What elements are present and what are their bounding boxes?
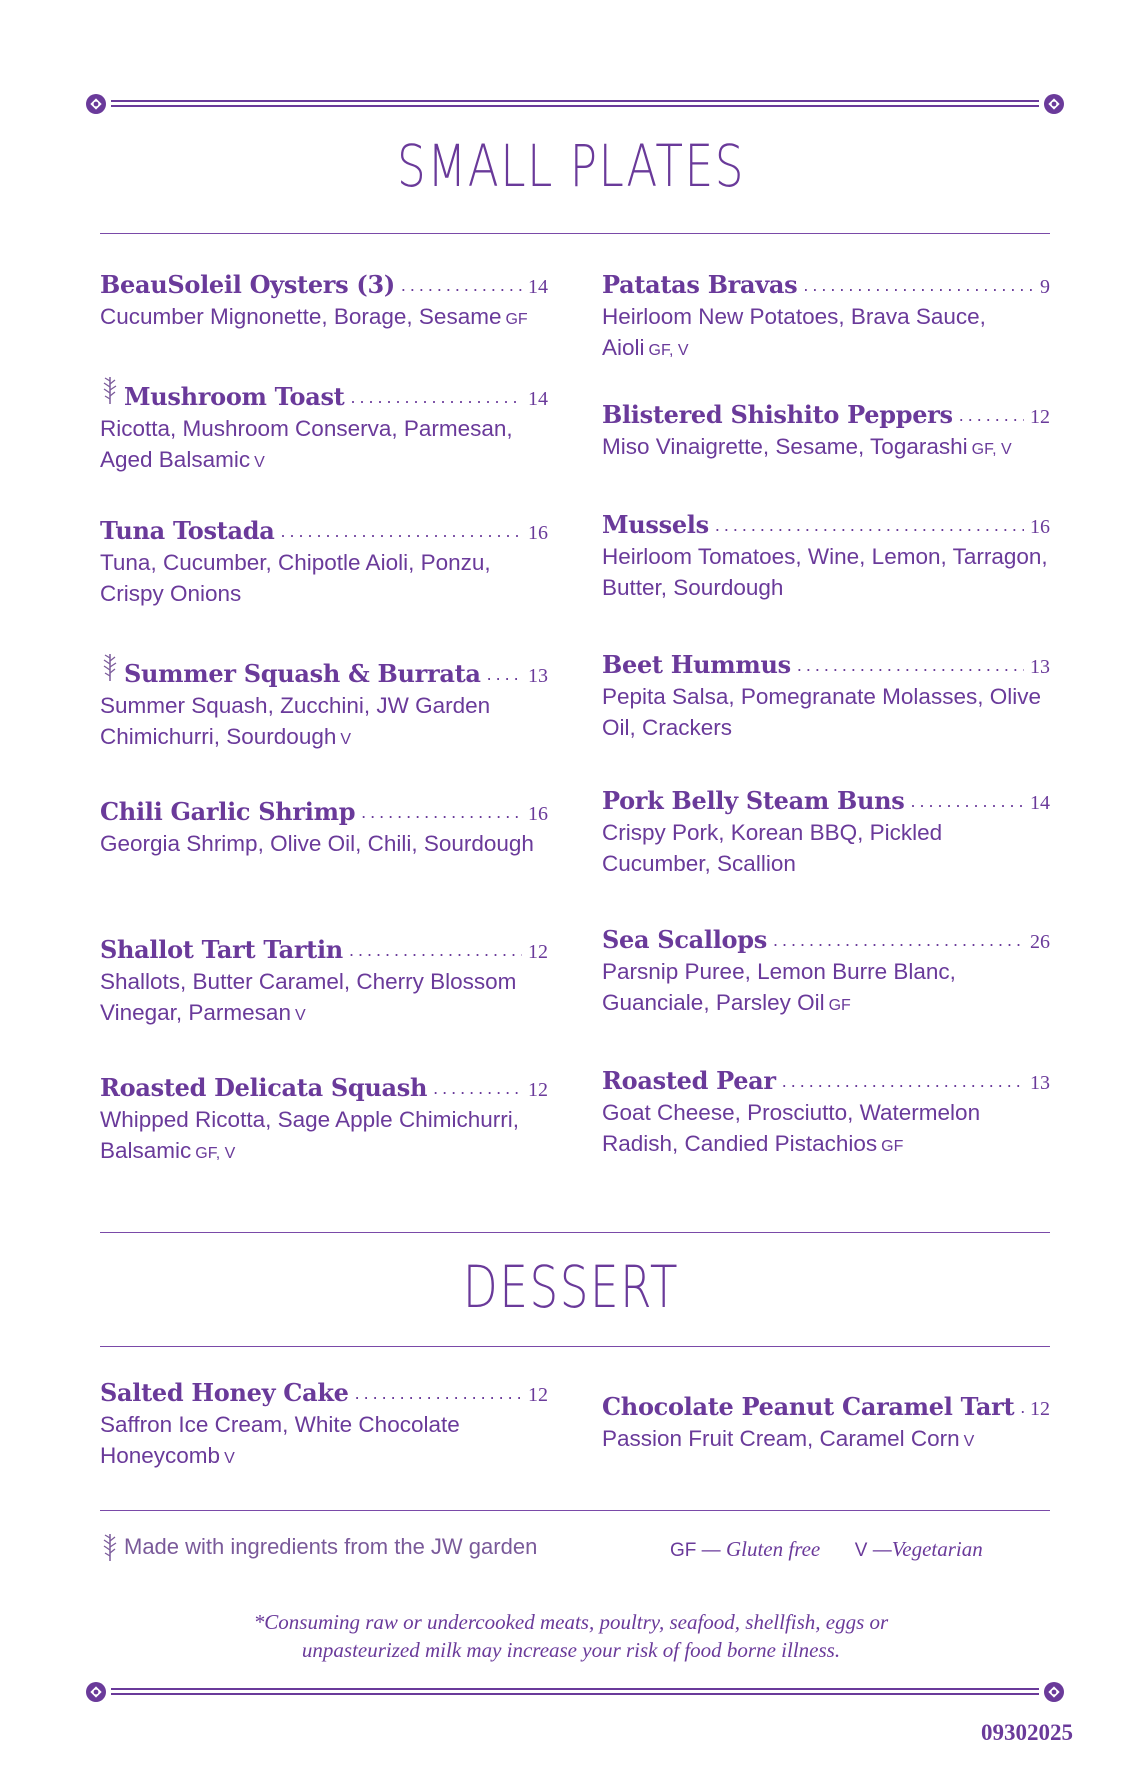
menu-item <box>602 925 1050 1021</box>
item-name: Shallot Tart Tartin <box>100 935 343 964</box>
leader-dots <box>1020 1397 1024 1418</box>
item-description: Tuna, Cucumber, Chipotle Aioli, Ponzu, Crispy Onions <box>100 550 491 606</box>
ornament-icon <box>85 1681 107 1703</box>
item-price: 12 <box>1030 406 1050 428</box>
item-description: Crispy Pork, Korean BBQ, Pickled Cucumber, Scallion <box>602 820 943 876</box>
item-description: Shallots, Butter Caramel, Cherry Blossom Vinegar, Parmesan <box>100 969 517 1025</box>
divider <box>100 233 1050 234</box>
health-warning <box>0 1608 1142 1664</box>
item-price: 12 <box>528 1079 548 1101</box>
menu-item <box>100 797 548 859</box>
item-name: BeauSoleil Oysters (3) <box>100 270 395 299</box>
item-price: 12 <box>528 941 548 963</box>
item-price: 14 <box>528 388 548 410</box>
item-price: 13 <box>1030 656 1050 678</box>
ornament-icon <box>1043 1681 1065 1703</box>
gf-key: GF — <box>670 1540 721 1561</box>
item-name: Patatas Bravas <box>602 270 798 299</box>
diet-tag: V <box>340 731 352 748</box>
menu-item <box>602 270 1050 366</box>
ornament-icon <box>1043 93 1065 115</box>
item-name: Beet Hummus <box>602 650 791 679</box>
diet-tag: V <box>254 454 265 471</box>
menu-item <box>602 650 1050 743</box>
leader-dots <box>773 930 1024 951</box>
menu-item <box>100 935 548 1031</box>
item-description: Goat Cheese, Prosciutto, Watermelon Radish, Candied Pistachios <box>602 1100 981 1156</box>
divider <box>100 1232 1050 1233</box>
item-description: Ricotta, Mushroom Conserva, Parmesan, Aged Balsamic <box>100 416 513 472</box>
diet-tag: GF <box>828 997 851 1014</box>
item-price: 13 <box>528 665 548 687</box>
diet-tag: V <box>294 1007 306 1024</box>
leader-dots <box>355 1383 522 1404</box>
leader-dots <box>361 802 522 823</box>
item-name: Summer Squash & Burrata <box>124 659 481 688</box>
leader-dots <box>803 275 1034 296</box>
item-name: Roasted Delicata Squash <box>100 1073 428 1102</box>
menu-code: 09302025 <box>981 1720 1073 1745</box>
item-price: 14 <box>528 276 548 298</box>
diet-tag: GF, V <box>195 1145 236 1162</box>
v-label: Vegetarian <box>891 1537 983 1561</box>
item-price: 14 <box>1030 792 1050 814</box>
item-description: Miso Vinaigrette, Sesame, Togarashi <box>602 434 968 459</box>
item-price: 12 <box>1030 1398 1050 1420</box>
leader-dots <box>349 940 522 961</box>
garden-note <box>100 1532 537 1562</box>
leader-dots <box>350 387 522 408</box>
diet-tag: V <box>963 1433 975 1450</box>
diet-tag: GF <box>881 1138 904 1155</box>
item-description: Whipped Ricotta, Sage Apple Chimichurri, Balsamic <box>100 1107 519 1163</box>
menu-item <box>602 786 1050 879</box>
item-description: Pepita Salsa, Pomegranate Molasses, Olive Oil, Crackers <box>602 684 1041 740</box>
item-name: Blistered Shishito Peppers <box>602 400 953 429</box>
ornament-icon <box>85 93 107 115</box>
diet-legend <box>670 1537 983 1562</box>
warning-line-1: *Consuming raw or undercooked meats, poultry, seafood, shellfish, eggs or <box>253 1610 889 1634</box>
divider <box>100 1510 1050 1511</box>
dessert-title: DESSERT <box>462 1253 680 1321</box>
item-name: Pork Belly Steam Buns <box>602 786 905 815</box>
leader-dots <box>797 655 1024 676</box>
leader-dots <box>959 405 1024 426</box>
item-name: Mussels <box>602 510 709 539</box>
leader-dots <box>715 515 1024 536</box>
item-name: Tuna Tostada <box>100 516 275 545</box>
item-price: 26 <box>1030 931 1050 953</box>
leaf-icon <box>100 652 120 682</box>
item-name: Chili Garlic Shrimp <box>100 797 356 826</box>
menu-item <box>100 375 548 478</box>
leader-dots <box>280 521 522 542</box>
item-price: 13 <box>1030 1072 1050 1094</box>
menu-item <box>100 516 548 609</box>
diet-tag: GF, V <box>971 441 1012 458</box>
item-description: Saffron Ice Cream, White Chocolate Honeycomb <box>100 1412 460 1468</box>
item-price: 16 <box>528 522 548 544</box>
diet-tag: V <box>224 1450 235 1467</box>
item-name: Mushroom Toast <box>124 382 345 411</box>
item-price: 16 <box>528 803 548 825</box>
garden-note-text: Made with ingredients from the JW garden <box>124 1534 538 1559</box>
item-name: Roasted Pear <box>602 1066 776 1095</box>
item-description: Heirloom New Potatoes, Brava Sauce, Aioli <box>602 304 986 360</box>
leader-dots <box>401 275 522 296</box>
menu-item <box>100 1378 548 1474</box>
leader-dots <box>433 1078 522 1099</box>
gf-label: Gluten free <box>725 1537 821 1561</box>
item-description: Parsnip Puree, Lemon Burre Blanc, Guanciale, Parsley Oil <box>602 959 956 1015</box>
item-description: Passion Fruit Cream, Caramel Corn <box>602 1426 960 1451</box>
leaf-icon <box>100 375 120 405</box>
warning-line-2: unpasteurized milk may increase your risk of food borne illness. <box>301 1638 841 1662</box>
item-name: Sea Scallops <box>602 925 767 954</box>
top-border <box>85 92 1065 116</box>
menu-item <box>602 400 1050 465</box>
bottom-border <box>85 1680 1065 1704</box>
leader-dots <box>782 1071 1024 1092</box>
menu-item <box>100 1073 548 1169</box>
item-description: Cucumber Mignonette, Borage, Sesame <box>100 304 502 329</box>
item-name: Salted Honey Cake <box>100 1378 349 1407</box>
item-price: 16 <box>1030 516 1050 538</box>
menu-item <box>100 270 548 335</box>
v-key: V — <box>854 1540 892 1561</box>
menu-item <box>602 510 1050 603</box>
menu-item <box>602 1392 1050 1457</box>
leaf-icon <box>100 1532 120 1562</box>
item-price: 9 <box>1040 276 1050 298</box>
leader-dots <box>911 791 1024 812</box>
leader-dots <box>487 664 522 685</box>
menu-item <box>100 652 548 755</box>
item-description: Heirloom Tomatoes, Wine, Lemon, Tarragon, Butter, Sourdough <box>602 544 1048 600</box>
menu-item <box>602 1066 1050 1162</box>
diet-tag: GF, V <box>648 342 689 359</box>
item-description: Summer Squash, Zucchini, JW Garden Chimichurri, Sourdough <box>100 693 491 749</box>
small-plates-title: SMALL PLATES <box>396 132 746 200</box>
diet-tag: GF <box>505 311 528 328</box>
item-price: 12 <box>528 1384 548 1406</box>
item-name: Chocolate Peanut Caramel Tart <box>602 1392 1015 1421</box>
item-description: Georgia Shrimp, Olive Oil, Chili, Sourdough <box>100 831 534 856</box>
divider <box>100 1346 1050 1347</box>
